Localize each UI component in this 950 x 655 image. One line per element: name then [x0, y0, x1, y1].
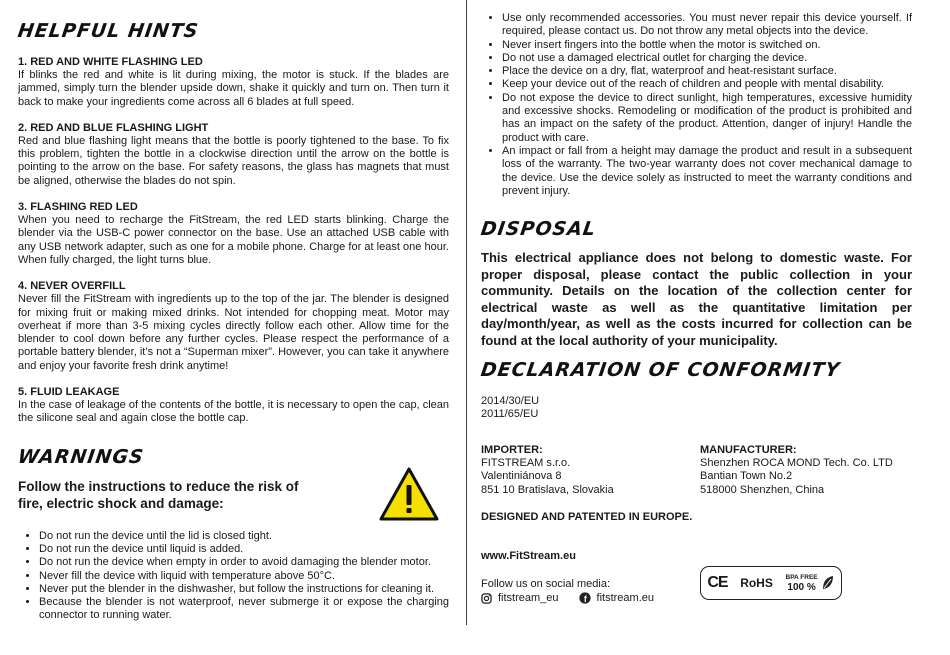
hint-title: 1. RED AND WHITE FLASHING LED	[18, 56, 203, 68]
certification-box	[700, 566, 842, 600]
warnings-header	[18, 478, 449, 518]
hint-title: 5. FLUID LEAKAGE	[18, 386, 120, 399]
warning-item: • Do not run the device until liquid is added.	[39, 543, 449, 556]
manufacturer-line: Shenzhen ROCA MOND Tech. Co. LTD	[700, 457, 893, 470]
warning-item: • An impact or fall from a height may damage the product and result in a subsequent loss of the warranty. The two-year warranty does not cover mechanical damage to the device. Use the device solely as instructed to meet the warranty conditions and prevent injury.	[502, 145, 912, 198]
manufacturer-label: MANUFACTURER:	[700, 443, 797, 456]
facebook-handle[interactable]: fitstream.eu	[596, 591, 654, 604]
directive: 2011/65/EU	[481, 408, 539, 421]
website-link[interactable]: www.FitStream.eu	[481, 550, 576, 563]
hint-item	[18, 280, 449, 373]
instagram-handle[interactable]: fitstream_eu	[498, 591, 559, 604]
hint-body: Never fill the FitStream with ingredients up to the top of the jar. The blender is designed for mixing fruit or making mixed drinks. Not intended for chopping meat. Motor may overheat if more than 3-5 mixing cycles directly follow each other. Allow time for the blender to cool down before any further cycles. Please respect the performance of a portable battery blender, it’s not a “Superman mixer”. However, you can take it anywhere and enjoy your favorite fresh drink anytime!	[18, 293, 449, 372]
hint-item	[18, 201, 449, 267]
disposal-text: This electrical appliance does not belong to domestic waste. For proper disposal, please contact the public collection in your community. Details on the location of the collection center for electrical waste as well as the quantitative limitation per day/month/year, as well as the costs incurred for collection can be found at the local authority of your municipality.	[481, 250, 912, 348]
warning-item: • Do not use a damaged electrical outlet for charging the device.	[502, 52, 912, 65]
hint-item	[18, 122, 449, 188]
svg-text:f: f	[583, 594, 587, 605]
ce-mark-icon: CE	[707, 574, 728, 591]
hint-body: If blinks the red and white is lit during mixing, the motor is stuck. If the blades are jammed, simply turn the blender upside down, shake it quickly and turn on. Then turn it back to make your ingredients come across all 6 blades at full speed.	[18, 69, 449, 108]
facebook-icon[interactable]	[579, 592, 591, 604]
bpa-text	[786, 573, 818, 593]
warning-item: • Never fill the device with liquid with temperature above 50°C.	[39, 570, 449, 583]
bpa-value: 100 %	[787, 582, 816, 593]
social-links	[481, 592, 912, 605]
leaf-icon	[821, 575, 835, 591]
warning-item: • Do not run the device when empty in order to avoid damaging the blender motor.	[39, 556, 449, 569]
warning-item: • Use only recommended accessories. You must never repair this device yourself. If required, please contact us. Do not throw any metal objects into the device.	[502, 12, 912, 39]
conformity-title: DECLARATION OF CONFORMITY	[479, 359, 842, 382]
instagram-icon[interactable]	[481, 593, 492, 604]
directive: 2014/30/EU	[481, 395, 540, 408]
left-column	[18, 20, 449, 623]
warning-triangle-icon	[378, 466, 440, 522]
manufacturer-line: Bantian Town No.2	[700, 470, 793, 483]
importer-label: IMPORTER:	[481, 443, 543, 456]
rohs-mark: RoHS	[740, 576, 773, 590]
hint-title: 2. RED AND BLUE FLASHING LIGHT	[18, 121, 209, 134]
social-label: Follow us on social media:	[481, 577, 611, 590]
hint-body: Red and blue flashing light means that the bottle is poorly tightened to the base. To fix this problem, tighten the bottle in a clockwise direction until the arrow on the bottle is pointing to the arrow on the base. For safety reasons, the glass has magnets that must be aligned, otherwise the blades do not spin.	[18, 134, 449, 187]
warnings-list	[18, 530, 449, 623]
bpa-free-badge	[786, 573, 835, 593]
hint-title: 4. NEVER OVERFILL	[18, 280, 126, 293]
hint-body: In the case of leakage of the contents of the bottle, it is necessary to open the cap, clean the silicone seal and again close the bottle cap.	[18, 399, 449, 425]
bpa-label: BPA FREE	[785, 574, 818, 581]
importer-block	[481, 444, 700, 497]
warning-item: • Do not expose the device to direct sunlight, high temperatures, excessive humidity and excessive shocks. Remodeling or modification of the product is prohibited and has an impact on the safety of the product. Attention, danger of injury! Handle the product with care.	[502, 92, 912, 145]
warning-item: • Keep your device out of the reach of children and people with mental disability.	[502, 78, 912, 91]
warnings-list-continued	[481, 12, 912, 198]
designed-note: DESIGNED AND PATENTED IN EUROPE.	[481, 510, 693, 523]
hint-item	[18, 56, 449, 109]
right-column	[481, 12, 912, 605]
hint-title: 3. FLASHING RED LED	[18, 201, 138, 214]
column-divider	[466, 0, 467, 625]
importer-line: 851 10 Bratislava, Slovakia	[481, 483, 614, 496]
warnings-heading: Follow the instructions to reduce the risk of fire, electric shock and damage:	[18, 478, 299, 511]
company-info	[481, 444, 912, 497]
warning-item: • Because the blender is not waterproof, never submerge it or expose the charging connector to running water.	[39, 596, 449, 623]
manufacturer-line: 518000 Shenzhen, China	[700, 483, 825, 496]
warnings-title: WARNINGS	[16, 445, 146, 468]
warning-item: • Place the device on a dry, flat, waterproof and heat-resistant surface.	[502, 65, 912, 78]
hint-item	[18, 386, 449, 426]
importer-line: Valentiniánova 8	[481, 470, 562, 483]
warning-item: • Do not run the device until the lid is closed tight.	[39, 530, 449, 543]
warning-item: • Never put the blender in the dishwasher, but follow the instructions for cleaning it.	[39, 583, 449, 596]
manufacturer-block	[700, 444, 893, 497]
warning-item: • Never insert fingers into the bottle when the motor is switched on.	[502, 39, 912, 52]
hint-body: When you need to recharge the FitStream, the red LED starts blinking. Charge the blender via the USB-C power connector on the base. Use an attached USB cable with any USB network adapter, such as one for a mobile phone. Charge for at least one hour. When fully charged, the light turns blue.	[18, 214, 449, 266]
disposal-title: DISPOSAL	[479, 218, 598, 241]
helpful-hints-title: HELPFUL HINTS	[16, 20, 201, 42]
importer-line: FITSTREAM s.r.o.	[481, 457, 571, 470]
